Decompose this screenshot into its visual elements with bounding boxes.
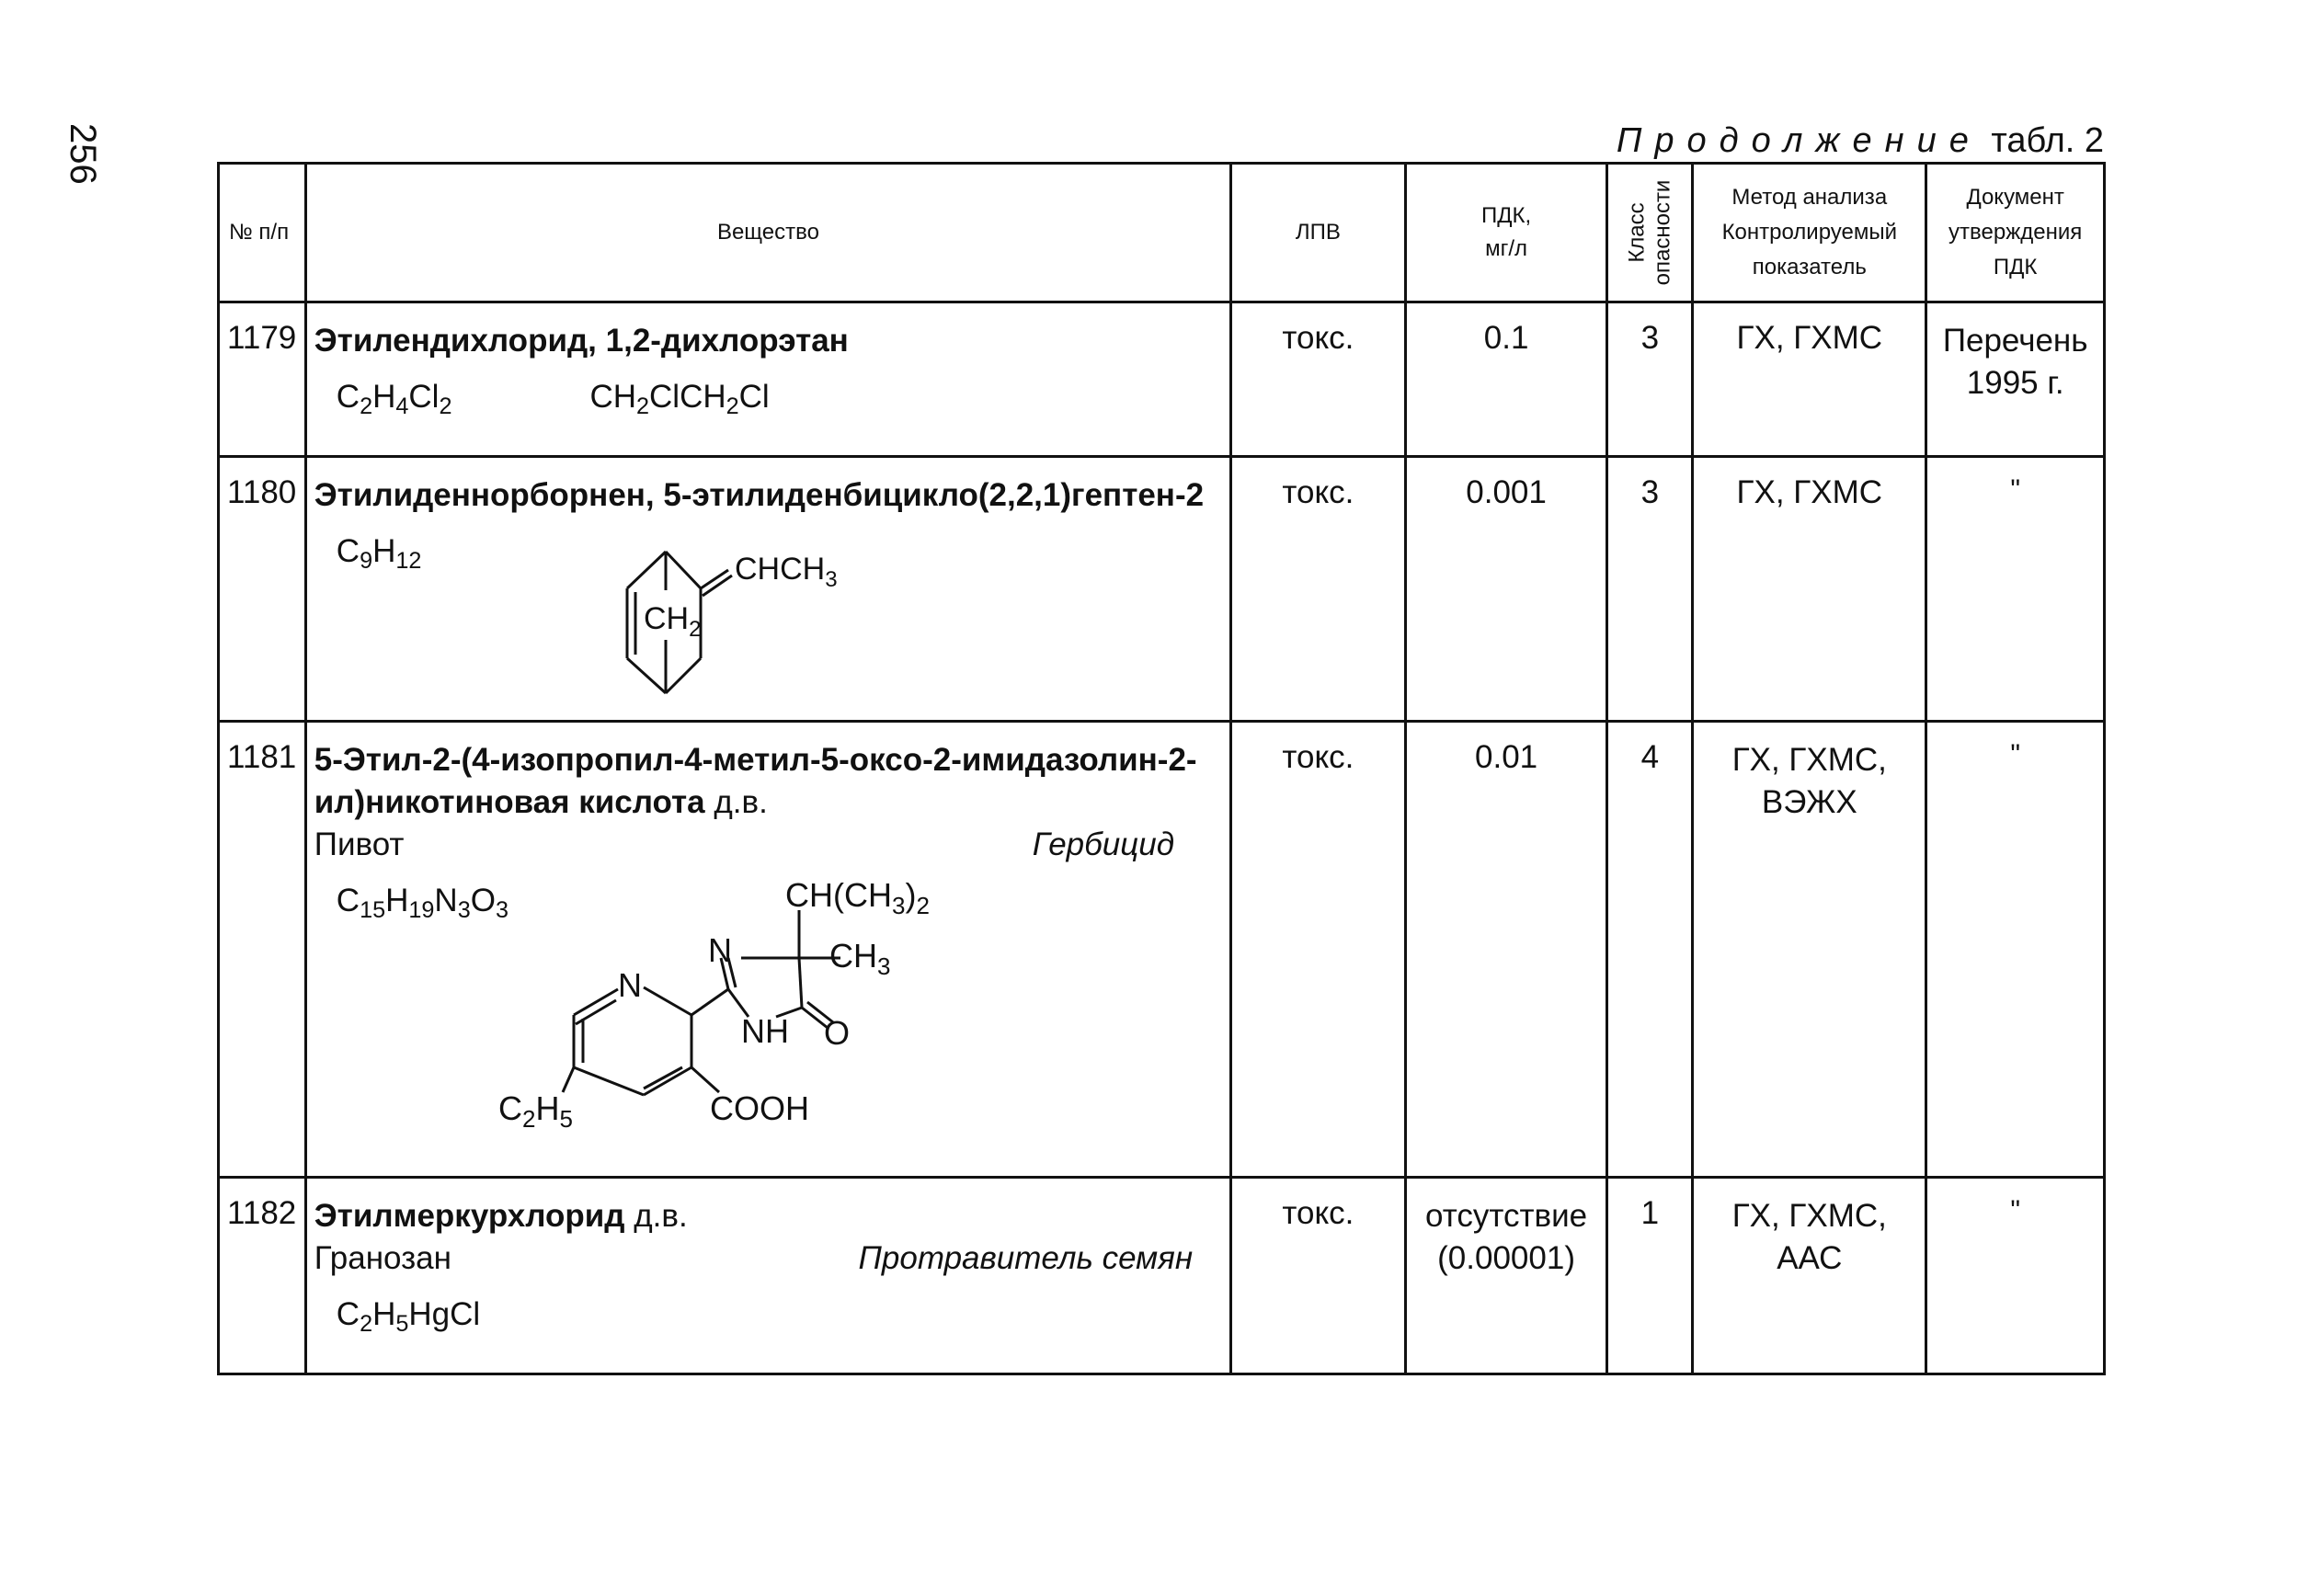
table-row: [219, 1178, 2105, 1374]
molecular-formula: $C_{15}H_{19}N_3O_3$: [336, 883, 509, 924]
header-pdk-line1: ПДК,: [1481, 203, 1532, 228]
row-number: 1179: [219, 302, 306, 457]
pdk-cell: 0.1: [1405, 302, 1607, 457]
trade-name: Гранозан: [314, 1240, 451, 1276]
document-cell: ": [1926, 1178, 2105, 1374]
nh-label: NH: [740, 1012, 789, 1050]
use-category: Гербицид: [1032, 826, 1175, 862]
header-hazard-class: [1607, 164, 1693, 302]
substance-name-text: Этилмеркурхлорид: [314, 1198, 625, 1234]
substance-name: Этилиденнорборнен, 5-этилиденбицикло(2,2,1)гептен-2: [314, 477, 1205, 513]
page-number: 256: [63, 123, 103, 185]
header-hazard-line2: опасности: [1650, 179, 1675, 286]
hazard-cell: 1: [1607, 1178, 1693, 1374]
document-cell: ": [1926, 722, 2105, 1178]
method-line2: ВЭЖХ: [1761, 784, 1857, 820]
pdk-cell: 0.01: [1405, 722, 1607, 1178]
header-document-line1: Документ: [1966, 185, 2064, 210]
method-cell: [1693, 1178, 1926, 1374]
pdk-cell: [1405, 1178, 1607, 1374]
methyl-label: $CH_3$: [829, 937, 891, 980]
pdk-line2: (0.00001): [1437, 1240, 1575, 1276]
header-document: [1926, 164, 2105, 302]
method-line2: ААС: [1777, 1240, 1843, 1276]
use-category: Протравитель семян: [858, 1240, 1194, 1276]
pyridine-n-label: N: [617, 966, 642, 1004]
continuation-word: Продолжение: [1616, 121, 1982, 160]
trade-name-line: [314, 824, 1229, 866]
lpv-cell: токс.: [1231, 1178, 1406, 1374]
header-method-line3: показатель: [1752, 255, 1867, 279]
document-cell: [1926, 302, 2105, 457]
pdk-cell: 0.001: [1405, 457, 1607, 722]
table-row: [219, 302, 2105, 457]
table-row: [219, 457, 2105, 722]
active-substance-suffix: д.в.: [714, 784, 768, 820]
table-row: [219, 722, 2105, 1178]
header-document-line3: ПДК: [1993, 255, 2038, 279]
header-method: [1693, 164, 1926, 302]
molecular-formula: $C_2H_4Cl_2$ $CH_2ClCH_2Cl$: [336, 379, 770, 420]
header-pdk: [1405, 164, 1607, 302]
bridge-label: $CH_2$: [643, 601, 702, 642]
header-method-line2: Контролируемый: [1721, 220, 1898, 245]
method-cell: ГХ, ГХМС: [1693, 302, 1926, 457]
isopropyl-label: $CH(CH_3)_2$: [784, 879, 930, 919]
document-cell: ": [1926, 457, 2105, 722]
method-line1: ГХ, ГХМС,: [1731, 742, 1887, 778]
trade-name-line: [314, 1237, 1229, 1280]
hazard-cell: 3: [1607, 302, 1693, 457]
method-cell: ГХ, ГХМС: [1693, 457, 1926, 722]
carbonyl-o-label: O: [823, 1014, 850, 1052]
ethyl-label: $C_2H_5$: [497, 1089, 573, 1133]
row-number: 1180: [219, 457, 306, 722]
ethylidene-label: $CHCH_3$: [734, 552, 838, 592]
substance-name: Этилендихлорид, 1,2-дихлорэтан: [314, 323, 849, 359]
substance-cell: [305, 457, 1230, 722]
row-number: 1182: [219, 1178, 306, 1374]
substance-name: [314, 739, 1229, 824]
imine-n-label: N: [707, 931, 732, 969]
header-pdk-line2: мг/л: [1485, 236, 1528, 261]
header-document-line2: утверждения: [1948, 220, 2083, 245]
lpv-cell: токс.: [1231, 457, 1406, 722]
pdk-line1: отсутствие: [1425, 1198, 1588, 1234]
header-method-line1: Метод анализа: [1731, 185, 1888, 210]
imazethapyr-structure: [491, 879, 1006, 1155]
carboxyl-label: COOH: [709, 1089, 809, 1127]
document-line1: Перечень: [1942, 323, 2088, 359]
table-header-row: [219, 164, 2105, 302]
substance-name-text: 5-Этил-2-(4-изопропил-4-метил-5-оксо-2-имидазолин-2-ил)никотиновая кислота: [314, 742, 1197, 820]
substance-cell: [305, 302, 1230, 457]
document-line2: 1995 г.: [1966, 365, 2064, 401]
method-line1: ГХ, ГХМС,: [1731, 1198, 1887, 1234]
lpv-cell: токс.: [1231, 302, 1406, 457]
molecular-formula: $C_2H_5HgCl$: [336, 1296, 481, 1338]
table-continuation-caption: [1617, 121, 2104, 161]
substance-cell: [305, 1178, 1230, 1374]
lpv-cell: токс.: [1231, 722, 1406, 1178]
molecular-formula: $C_9H_{12}$: [336, 533, 422, 575]
header-hazard-line1: Класс: [1624, 202, 1650, 263]
active-substance-suffix: д.в.: [634, 1198, 688, 1234]
method-cell: [1693, 722, 1926, 1178]
substances-table: [217, 162, 2106, 1375]
norbornene-structure: [611, 539, 905, 704]
header-num: № п/п: [219, 164, 306, 302]
substance-cell: [305, 722, 1230, 1178]
row-number: 1181: [219, 722, 306, 1178]
trade-name: Пивот: [314, 826, 405, 862]
substance-name: [314, 1195, 1229, 1237]
hazard-cell: 3: [1607, 457, 1693, 722]
continuation-table-ref: табл. 2: [1991, 121, 2104, 160]
hazard-cell: 4: [1607, 722, 1693, 1178]
header-lpv: ЛПВ: [1231, 164, 1406, 302]
header-substance: Вещество: [305, 164, 1230, 302]
